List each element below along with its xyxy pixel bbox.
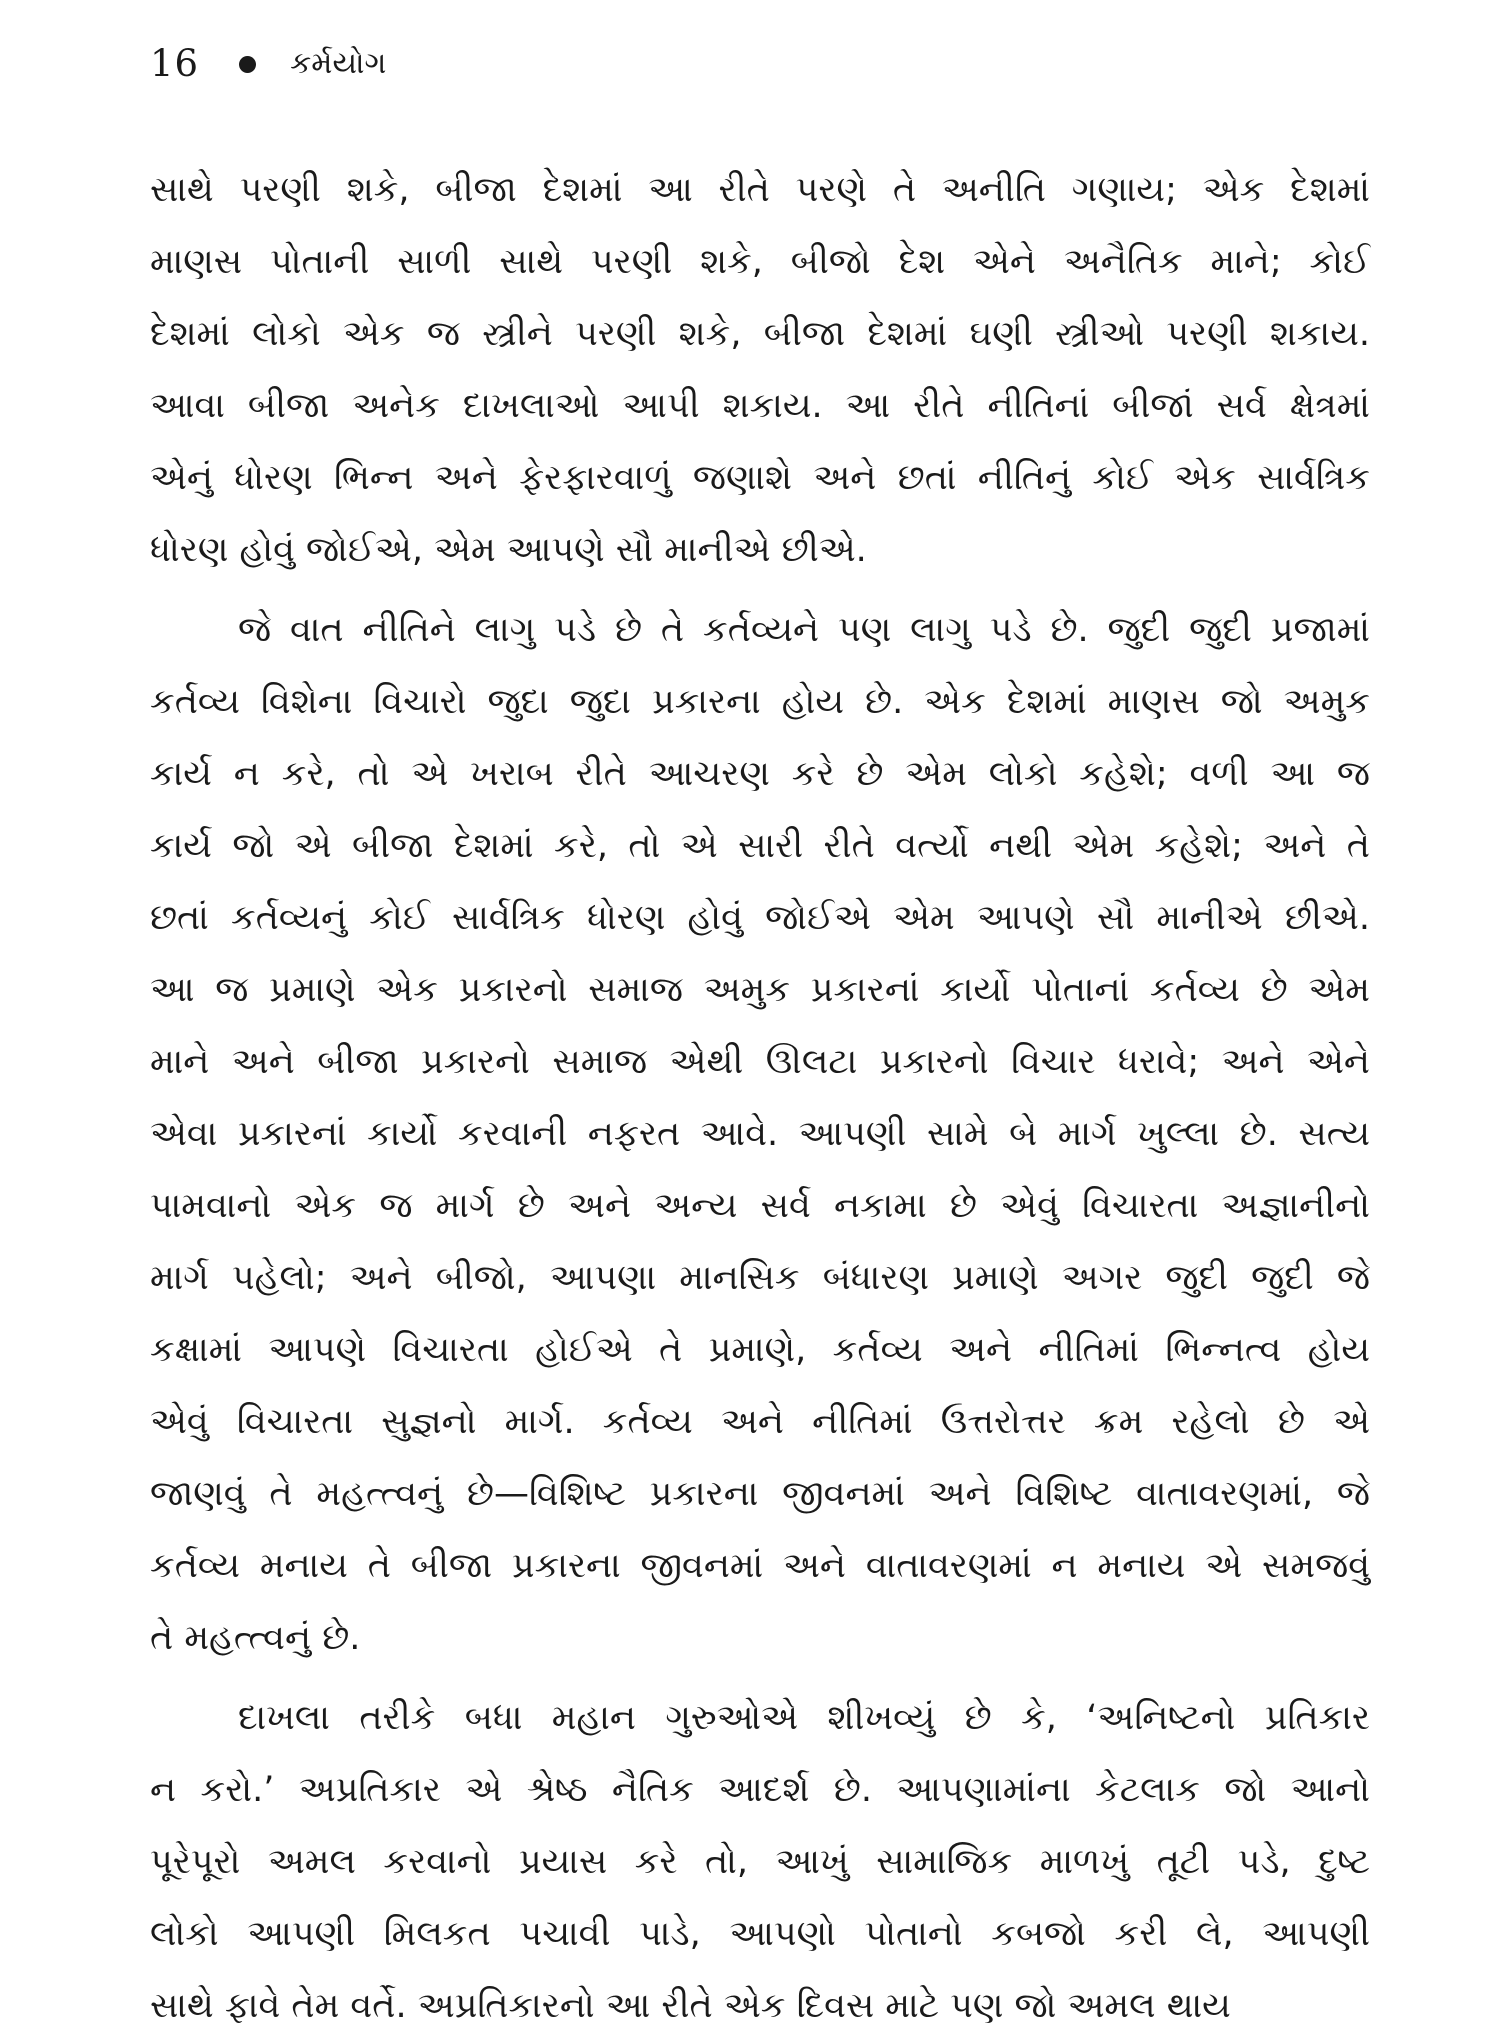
text-line: એનું ધોરણ ભિન્ન અને ફેરફારવાળું જણાશે અને છતાં નીતિનું કોઈ એક સાર્વત્રિક [150, 458, 1370, 498]
text-line: માણસ પોતાની સાળી સાથે પરણી શકે, બીજો દેશ એને અનૈતિક માને; કોઈ [150, 242, 1370, 282]
text-line: કક્ષામાં આપણે વિચારતા હોઈએ તે પ્રમાણે, કર્તવ્ય અને નીતિમાં ભિન્નત્વ હોય [150, 1330, 1370, 1370]
page-number: 16 [150, 42, 200, 85]
text-line: સાથે પરણી શકે, બીજા દેશમાં આ રીતે પરણે તે અનીતિ ગણાય; એક દેશમાં [150, 170, 1370, 210]
text-line: સાથે ફાવે તેમ વર્તે. અપ્રતિકારનો આ રીતે એક દિવસ માટે પણ જો અમલ થાય [150, 1986, 1231, 2026]
text-line: તે મહત્ત્વનું છે. [150, 1618, 361, 1658]
body-text [150, 154, 1370, 2042]
bullet-separator [239, 56, 256, 73]
text-line: દાખલા તરીકે બધા મહાન ગુરુઓએ શીખવ્યું છે કે, ‘અનિષ્ટનો પ્રતિકાર [238, 1698, 1370, 1738]
book-page [150, 40, 1370, 2026]
paragraph [150, 1682, 1370, 2042]
running-title: કર્મયોગ [290, 46, 387, 81]
text-line: માને અને બીજા પ્રકારનો સમાજ એથી ઊલટા પ્રકારનો વિચાર ધરાવે; અને એને [150, 1042, 1370, 1082]
text-line: એવું વિચારતા સુજ્ઞનો માર્ગ. કર્તવ્ય અને નીતિમાં ઉત્તરોત્તર ક્રમ રહેલો છે એ [150, 1402, 1370, 1442]
text-line: જાણવું તે મહત્ત્વનું છે—વિશિષ્ટ પ્રકારના જીવનમાં અને વિશિષ્ટ વાતાવરણમાં, જે [150, 1474, 1370, 1514]
text-line: એવા પ્રકારનાં કાર્યો કરવાની નફરત આવે. આપણી સામે બે માર્ગ ખુલ્લા છે. સત્ય [150, 1114, 1370, 1154]
text-line: ન કરો.’ અપ્રતિકાર એ શ્રેષ્ઠ નૈતિક આદર્શ છે. આપણામાંના કેટલાક જો આનો [150, 1770, 1370, 1810]
text-line: આ જ પ્રમાણે એક પ્રકારનો સમાજ અમુક પ્રકારનાં કાર્યો પોતાનાં કર્તવ્ય છે એમ [150, 970, 1370, 1010]
paragraph [150, 154, 1370, 586]
text-line: લોકો આપણી મિલકત પચાવી પાડે, આપણો પોતાનો કબજો કરી લે, આપણી [150, 1914, 1370, 1954]
text-line: માર્ગ પહેલો; અને બીજો, આપણા માનસિક બંધારણ પ્રમાણે અગર જુદી જુદી જે [150, 1258, 1370, 1298]
text-line: ધોરણ હોવું જોઈએ, એમ આપણે સૌ માનીએ છીએ. [150, 530, 867, 570]
page-header [150, 40, 1370, 88]
text-line: કાર્ય ન કરે, તો એ ખરાબ રીતે આચરણ કરે છે એમ લોકો કહેશે; વળી આ જ [150, 754, 1370, 794]
text-line: પૂરેપૂરો અમલ કરવાનો પ્રયાસ કરે તો, આખું સામાજિક માળખું તૂટી પડે, દુષ્ટ [150, 1842, 1370, 1882]
text-line: જે વાત નીતિને લાગુ પડે છે તે કર્તવ્યને પણ લાગુ પડે છે. જુદી જુદી પ્રજામાં [238, 610, 1370, 650]
paragraph [150, 594, 1370, 1674]
text-line: પામવાનો એક જ માર્ગ છે અને અન્ય સર્વ નકામા છે એવું વિચારતા અજ્ઞાનીનો [150, 1186, 1370, 1226]
text-line: કાર્ય જો એ બીજા દેશમાં કરે, તો એ સારી રીતે વર્ત્યો નથી એમ કહેશે; અને તે [150, 826, 1370, 866]
text-line: કર્તવ્ય મનાય તે બીજા પ્રકારના જીવનમાં અને વાતાવરણમાં ન મનાય એ સમજવું [150, 1546, 1370, 1586]
text-line: દેશમાં લોકો એક જ સ્ત્રીને પરણી શકે, બીજા દેશમાં ઘણી સ્ત્રીઓ પરણી શકાય. [150, 314, 1370, 354]
text-line: છતાં કર્તવ્યનું કોઈ સાર્વત્રિક ધોરણ હોવું જોઈએ એમ આપણે સૌ માનીએ છીએ. [150, 898, 1370, 938]
text-line: કર્તવ્ય વિશેના વિચારો જુદા જુદા પ્રકારના હોય છે. એક દેશમાં માણસ જો અમુક [150, 682, 1370, 722]
text-line: આવા બીજા અનેક દાખલાઓ આપી શકાય. આ રીતે નીતિનાં બીજાં સર્વ ક્ષેત્રમાં [150, 386, 1370, 426]
